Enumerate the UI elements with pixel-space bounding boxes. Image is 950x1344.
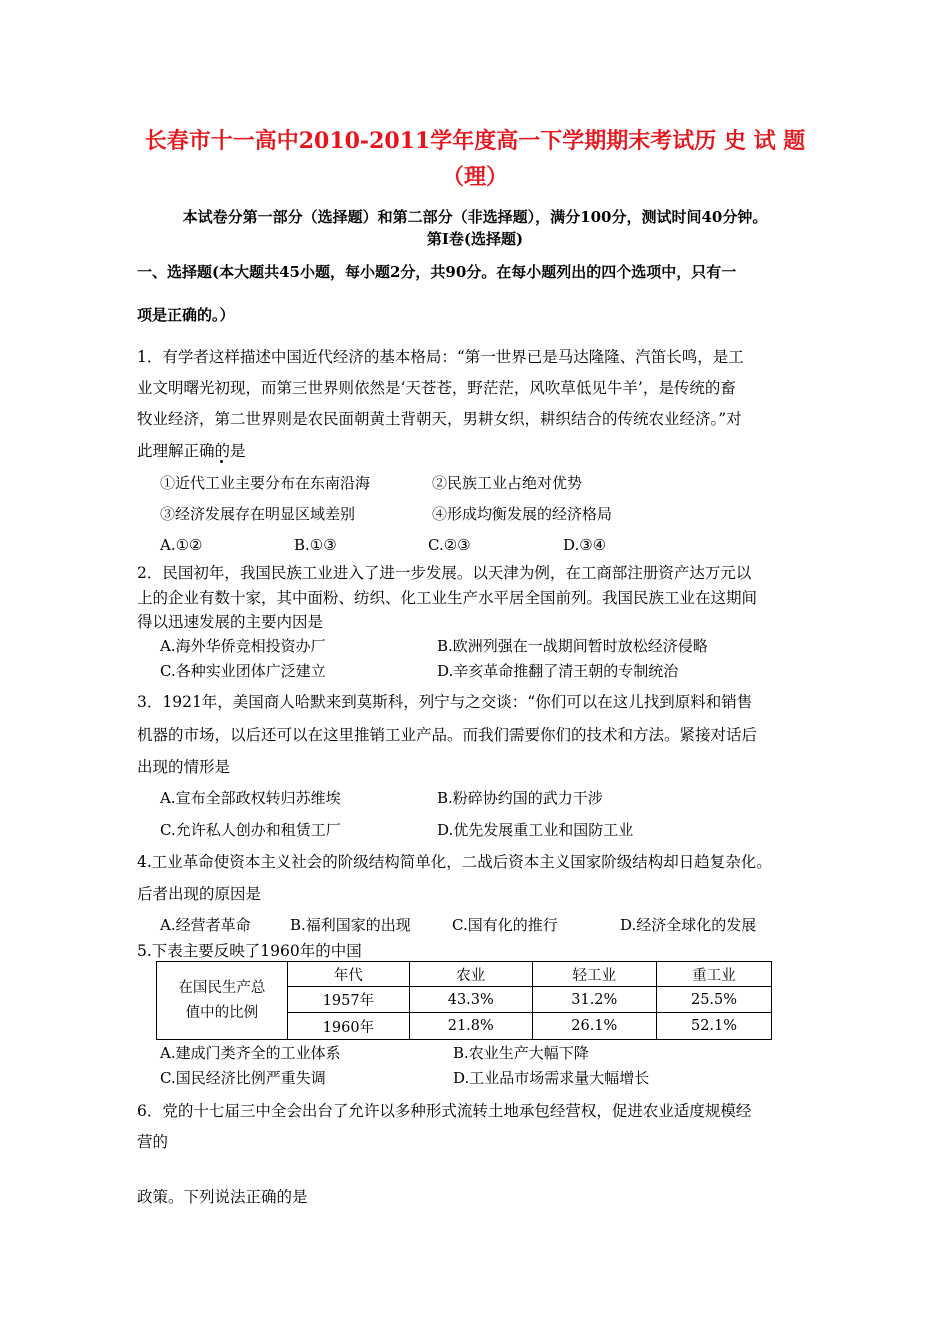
q1-item: ③经济发展存在明显区域差别 (160, 505, 356, 523)
section-heading-line1: 一、选择题(本大题共45小题，每小题2分，共90分。在每小题列出的四个选项中，只有一 (137, 263, 737, 281)
q4-option-b: B.福利国家的出现 (290, 916, 411, 934)
table-cell: 1957年 (287, 987, 409, 1013)
q2-option-c: C.各种实业团体广泛建立 (160, 662, 326, 680)
q4-option-c: C.国有化的推行 (452, 916, 558, 934)
q4-stem-line: 4.工业革命使资本主义社会的阶级结构简单化，二战后资本主义国家阶级结构却日趋复杂化。 (137, 853, 772, 871)
q3-option-c: C.允许私人创办和租赁工厂 (160, 821, 341, 839)
q1-stem-line: 此理解正确的是 (137, 442, 246, 460)
q5-option-c: C.国民经济比例严重失调 (160, 1069, 326, 1087)
q1-stem-line: 业文明曙光初现，而第三世界则依然是‘天苍苍，野茫茫，风吹草低见牛羊’，是传统的畜 (137, 379, 736, 397)
table-cell: 21.8% (409, 1013, 532, 1040)
table-header-cell: 重工业 (657, 962, 772, 987)
q6-stem-line: 政策。下列说法正确的是 (137, 1188, 308, 1206)
q6-stem-line: 6．党的十七届三中全会出台了允许以多种形式流转土地承包经营权，促进农业适度规模经 (137, 1102, 752, 1120)
q5-data-table (156, 961, 772, 1040)
q1-stem-line: 牧业经济，第二世界则是农民面朝黄土背朝天，男耕女织，耕织结合的传统农业经济。”对 (137, 410, 742, 428)
q4-option-d: D.经济全球化的发展 (620, 916, 757, 934)
q1-option-c: C.②③ (428, 536, 471, 554)
q1-option-a: A.①② (160, 536, 203, 554)
q4-stem-line: 后者出现的原因是 (137, 885, 262, 903)
q3-option-d: D.优先发展重工业和国防工业 (437, 821, 634, 839)
emphasis-dot (220, 460, 223, 463)
exam-title: 长春市十一高中2010-2011学年度高一下学期期末考试历 史 试 题 (144, 128, 806, 154)
q2-option-b: B.欧洲列强在一战期间暂时放松经济侵略 (437, 637, 708, 655)
q2-stem-line: 2．民国初年，我国民族工业进入了进一步发展。以天津为例，在工商部注册资产达万元以 (137, 564, 752, 582)
table-cell: 31.2% (532, 987, 657, 1013)
table-cell: 25.5% (657, 987, 772, 1013)
q5-option-d: D.工业品市场需求量大幅增长 (453, 1069, 650, 1087)
q5-stem: 5.下表主要反映了1960年的中国 (137, 942, 362, 960)
q3-stem-line: 3．1921年，美国商人哈默来到莫斯科，列宁与之交谈：“你们可以在这儿找到原料和销售 (137, 693, 753, 711)
q1-item: ④形成均衡发展的经济格局 (432, 505, 613, 523)
q5-option-b: B.农业生产大幅下降 (453, 1044, 589, 1062)
table-cell: 26.1% (532, 1013, 657, 1040)
q5-option-a: A.建成门类齐全的工业体系 (160, 1044, 341, 1062)
q3-option-b: B.粉碎协约国的武力干涉 (437, 789, 603, 807)
exam-title-subject-type: （理） (441, 164, 508, 190)
table-cell: 1960年 (287, 1013, 409, 1040)
q1-option-d: D.③④ (563, 536, 607, 554)
table-row-header (157, 962, 288, 1040)
table-header-cell: 轻工业 (532, 962, 657, 987)
q2-stem-line: 得以迅速发展的主要内因是 (137, 613, 324, 631)
q2-option-d: D.辛亥革命推翻了清王朝的专制统治 (437, 662, 679, 680)
q2-stem-line: 上的企业有数十家，其中面粉、纺织、化工业生产水平居全国前列。我国民族工业在这期间 (137, 589, 758, 607)
q6-stem-line: 营的 (137, 1133, 169, 1151)
q2-option-a: A.海外华侨竞相投资办厂 (160, 637, 326, 655)
q1-stem-line: 1．有学者这样描述中国近代经济的基本格局：“第一世界已是马达隆隆、汽笛长鸣，是工 (137, 348, 744, 366)
exam-intro: 本试卷分第一部分（选择题）和第二部分（非选择题），满分100分，测试时间40分钟。 (182, 208, 768, 226)
q3-stem-line: 出现的情形是 (137, 758, 231, 776)
q1-item: ②民族工业占绝对优势 (432, 474, 583, 492)
table-header-cell: 年代 (287, 962, 409, 987)
q3-option-a: A.宣布全部政权转归苏维埃 (160, 789, 341, 807)
section-heading-line2: 项是正确的。） (137, 306, 235, 324)
q3-stem-line: 机器的市场，以后还可以在这里推销工业产品。而我们需要你们的技术和方法。紧接对话后 (137, 726, 758, 744)
q1-item: ①近代工业主要分布在东南沿海 (160, 474, 371, 492)
part-heading: 第Ⅰ卷(选择题) (426, 230, 524, 248)
q1-option-b: B.①③ (294, 536, 337, 554)
table-cell: 52.1% (657, 1013, 772, 1040)
table-cell: 43.3% (409, 987, 532, 1013)
table-row-header-line1: 在国民生产总 (178, 979, 266, 996)
table-header-cell: 农业 (409, 962, 532, 987)
table-row-header-line2: 值中的比例 (185, 1004, 259, 1021)
q4-option-a: A.经营者革命 (160, 916, 251, 934)
